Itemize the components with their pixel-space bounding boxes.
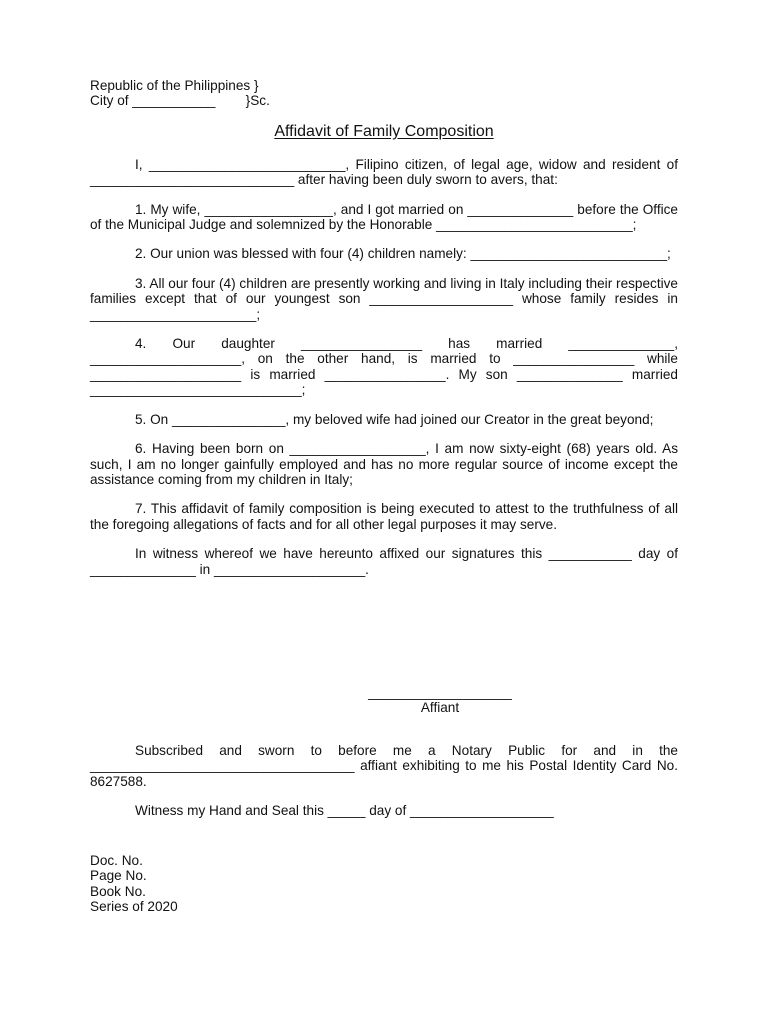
- paragraph-4: 4. Our daughter ________________ has married ______________, ____________________, on the other hand, is married to ________________ while ____________________ is married ________________. My son ______________ married ____________________________;: [90, 336, 678, 398]
- paragraph-1: 1. My wife, _________________, and I got married on ______________ before the Office of the Municipal Judge and solemnized by the Honorable __________________________;: [90, 201, 678, 233]
- doc-no: Doc. No.: [90, 853, 143, 868]
- paragraph-7: 7. This affidavit of family composition is being executed to attest to the truthfulness of all the foregoing allegations of facts and for all other legal purposes it may serve.: [90, 501, 678, 532]
- paragraph-2: 2. Our union was blessed with four (4) children namely: __________________________;: [135, 246, 671, 262]
- jurisdiction-header: [90, 78, 678, 109]
- paragraph-witness: In witness whereof we have hereunto affixed our signatures this ___________ day of ______________ in ____________________.: [90, 546, 678, 577]
- paragraph-5: 5. On _______________, my beloved wife had joined our Creator in the great beyond;: [135, 411, 654, 427]
- affiant-signature-block: [360, 685, 520, 716]
- paragraph-intro: I, __________________________, Filipino citizen, of legal age, widow and resident of ___________________________ after having been duly sworn to avers, that:: [90, 156, 678, 188]
- affiant-label: Affiant: [420, 700, 460, 716]
- page-no: Page No.: [90, 868, 147, 884]
- paragraph-subscribed: Subscribed and sworn to before me a Notary Public for and in the ___________________________________ affiant exhibiting to me his Postal Identity Card No. 8627588.: [90, 743, 678, 789]
- paragraph-6: 6. Having been born on __________________, I am now sixty-eight (68) years old. As such, I am no longer gainfully employed and has no more regular source of income except the assistance coming from my children in Italy;: [90, 441, 678, 487]
- header-republic: Republic of the Philippines }: [90, 78, 259, 93]
- document-title: [90, 123, 678, 141]
- notary-section: [90, 743, 678, 833]
- affiant-signature-line: ___________________: [368, 685, 512, 700]
- paragraph-3: 3. All our four (4) children are presently working and living in Italy including their respective families except that of our youngest son ___________________ whose family resides in ______________________;: [90, 275, 678, 322]
- series: Series of 2020: [90, 899, 178, 915]
- header-city: City of ___________ }Sc.: [90, 93, 270, 109]
- book-no: Book No.: [90, 883, 146, 899]
- notarial-register-footer: [90, 853, 178, 915]
- affidavit-document: [90, 78, 678, 915]
- paragraph-hand-seal: Witness my Hand and Seal this _____ day of ___________________: [135, 803, 554, 819]
- document-title-text: Affidavit of Family Composition: [274, 122, 494, 140]
